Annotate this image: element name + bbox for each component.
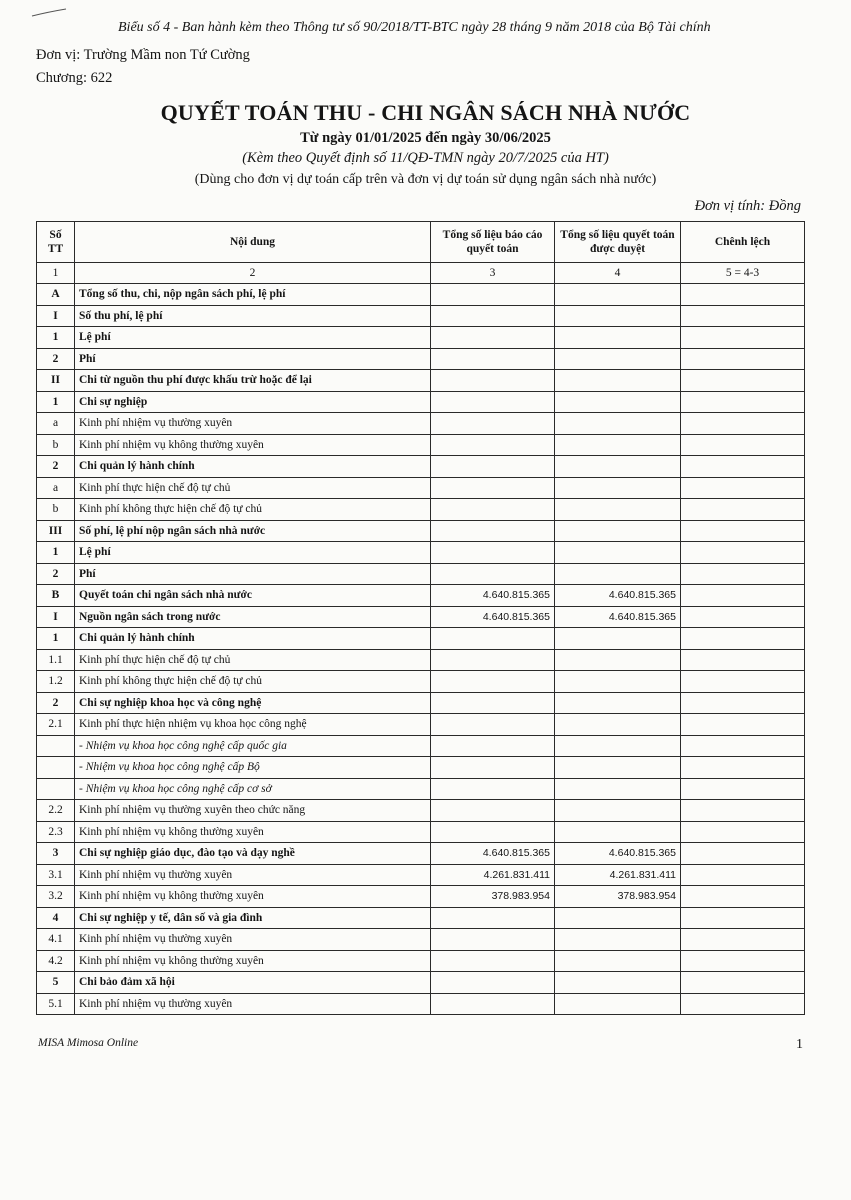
table-row — [37, 499, 805, 521]
table-row — [37, 735, 805, 757]
table-row — [37, 327, 805, 349]
reported-amount-cell: 4.261.831.411 — [431, 864, 555, 886]
row-number-cell: 1 — [37, 327, 75, 349]
reported-amount-cell — [431, 391, 555, 413]
row-number-cell: 1 — [37, 391, 75, 413]
row-content-cell: Chi sự nghiệp khoa học và công nghệ — [75, 692, 431, 714]
table-row — [37, 843, 805, 865]
row-number-cell: 5.1 — [37, 993, 75, 1015]
approved-amount-cell — [555, 993, 681, 1015]
form-reference: Biểu số 4 - Ban hành kèm theo Thông tư số 90/2018/TT-BTC ngày 28 tháng 9 năm 2018 của Bộ Tài chính — [118, 20, 711, 35]
approved-amount-cell — [555, 305, 681, 327]
row-content-cell: Chi sự nghiệp — [75, 391, 431, 413]
row-content-cell: Chi sự nghiệp y tế, dân số và gia đình — [75, 907, 431, 929]
reported-amount-cell — [431, 477, 555, 499]
row-number-cell: a — [37, 413, 75, 435]
table-row — [37, 929, 805, 951]
row-number-cell: I — [37, 606, 75, 628]
column-header-content: Nội dung — [75, 222, 431, 263]
row-number-cell: B — [37, 585, 75, 607]
difference-cell — [681, 843, 805, 865]
approved-amount-cell: 378.983.954 — [555, 886, 681, 908]
report-period: Từ ngày 01/01/2025 đến ngày 30/06/2025 — [300, 130, 551, 146]
difference-cell — [681, 542, 805, 564]
row-number-cell: III — [37, 520, 75, 542]
reported-amount-cell — [431, 305, 555, 327]
difference-cell — [681, 628, 805, 650]
reported-amount-cell — [431, 628, 555, 650]
table-row — [37, 542, 805, 564]
table-row — [37, 821, 805, 843]
table-row — [37, 714, 805, 736]
difference-cell — [681, 391, 805, 413]
row-number-cell: I — [37, 305, 75, 327]
reported-amount-cell — [431, 714, 555, 736]
approved-amount-cell — [555, 757, 681, 779]
difference-cell — [681, 585, 805, 607]
difference-cell — [681, 886, 805, 908]
row-number-cell: 1 — [37, 628, 75, 650]
row-content-cell: - Nhiệm vụ khoa học công nghệ cấp cơ sở — [75, 778, 431, 800]
row-content-cell: Tổng số thu, chi, nộp ngân sách phí, lệ phí — [75, 284, 431, 306]
table-row — [37, 800, 805, 822]
row-number-cell: 2 — [37, 456, 75, 478]
approved-amount-cell — [555, 413, 681, 435]
row-number-cell: 2.2 — [37, 800, 75, 822]
approved-amount-cell — [555, 671, 681, 693]
row-content-cell: Chi từ nguồn thu phí được khấu trừ hoặc để lại — [75, 370, 431, 392]
row-content-cell: Kinh phí nhiệm vụ không thường xuyên — [75, 434, 431, 456]
reported-amount-cell — [431, 499, 555, 521]
pen-stroke-mark — [30, 6, 70, 20]
approved-amount-cell — [555, 907, 681, 929]
row-number-cell — [37, 735, 75, 757]
row-number-cell: A — [37, 284, 75, 306]
column-index-row — [37, 263, 805, 284]
row-content-cell: Kinh phí nhiệm vụ thường xuyên — [75, 413, 431, 435]
reported-amount-cell — [431, 370, 555, 392]
row-number-cell: 2.3 — [37, 821, 75, 843]
approved-amount-cell — [555, 821, 681, 843]
row-content-cell: - Nhiệm vụ khoa học công nghệ cấp quốc gia — [75, 735, 431, 757]
approved-amount-cell — [555, 972, 681, 994]
chapter-code: Chương: 622 — [36, 70, 113, 86]
difference-cell — [681, 434, 805, 456]
approved-amount-cell — [555, 735, 681, 757]
row-content-cell: Kinh phí nhiệm vụ thường xuyên — [75, 929, 431, 951]
reported-amount-cell: 4.640.815.365 — [431, 585, 555, 607]
difference-cell — [681, 778, 805, 800]
table-row — [37, 972, 805, 994]
row-content-cell: Số phí, lệ phí nộp ngân sách nhà nước — [75, 520, 431, 542]
table-row — [37, 348, 805, 370]
reported-amount-cell: 4.640.815.365 — [431, 843, 555, 865]
row-content-cell: Kinh phí nhiệm vụ thường xuyên theo chức năng — [75, 800, 431, 822]
approved-amount-cell: 4.640.815.365 — [555, 843, 681, 865]
row-content-cell: Nguồn ngân sách trong nước — [75, 606, 431, 628]
table-row — [37, 520, 805, 542]
difference-cell — [681, 714, 805, 736]
reported-amount-cell — [431, 348, 555, 370]
scope-note: (Dùng cho đơn vị dự toán cấp trên và đơn vị dự toán sử dụng ngân sách nhà nước) — [194, 172, 657, 187]
difference-cell — [681, 563, 805, 585]
row-number-cell: 4 — [37, 907, 75, 929]
table-row — [37, 628, 805, 650]
table-row — [37, 370, 805, 392]
reported-amount-cell — [431, 800, 555, 822]
table-row — [37, 585, 805, 607]
reported-amount-cell: 4.640.815.365 — [431, 606, 555, 628]
row-number-cell — [37, 778, 75, 800]
approved-amount-cell — [555, 434, 681, 456]
row-content-cell: - Nhiệm vụ khoa học công nghệ cấp Bộ — [75, 757, 431, 779]
row-number-cell: 2 — [37, 692, 75, 714]
reported-amount-cell — [431, 284, 555, 306]
row-content-cell: Kinh phí nhiệm vụ thường xuyên — [75, 993, 431, 1015]
row-number-cell: 2.1 — [37, 714, 75, 736]
row-number-cell: a — [37, 477, 75, 499]
difference-cell — [681, 800, 805, 822]
row-number-cell: 2 — [37, 563, 75, 585]
row-content-cell: Kinh phí thực hiện nhiệm vụ khoa học công nghệ — [75, 714, 431, 736]
reported-amount-cell — [431, 692, 555, 714]
table-header-row — [37, 222, 805, 263]
row-number-cell: II — [37, 370, 75, 392]
row-number-cell — [37, 757, 75, 779]
reported-amount-cell — [431, 327, 555, 349]
difference-cell — [681, 993, 805, 1015]
page-number: 1 — [796, 1037, 803, 1052]
row-content-cell: Phí — [75, 348, 431, 370]
row-content-cell: Số thu phí, lệ phí — [75, 305, 431, 327]
approved-amount-cell — [555, 499, 681, 521]
difference-cell — [681, 950, 805, 972]
reported-amount-cell — [431, 757, 555, 779]
approved-amount-cell — [555, 542, 681, 564]
approved-amount-cell: 4.640.815.365 — [555, 606, 681, 628]
approved-amount-cell — [555, 284, 681, 306]
row-number-cell: 3.1 — [37, 864, 75, 886]
row-number-cell: 4.1 — [37, 929, 75, 951]
row-number-cell: 1.2 — [37, 671, 75, 693]
approved-amount-cell: 4.261.831.411 — [555, 864, 681, 886]
reported-amount-cell — [431, 929, 555, 951]
difference-cell — [681, 520, 805, 542]
difference-cell — [681, 477, 805, 499]
row-number-cell: 1 — [37, 542, 75, 564]
row-content-cell: Quyết toán chi ngân sách nhà nước — [75, 585, 431, 607]
table-row — [37, 284, 805, 306]
difference-cell — [681, 929, 805, 951]
reported-amount-cell — [431, 434, 555, 456]
approved-amount-cell — [555, 950, 681, 972]
row-content-cell: Lệ phí — [75, 542, 431, 564]
table-row — [37, 993, 805, 1015]
approved-amount-cell — [555, 327, 681, 349]
reported-amount-cell — [431, 950, 555, 972]
row-content-cell: Chi quản lý hành chính — [75, 456, 431, 478]
approved-amount-cell — [555, 391, 681, 413]
row-number-cell: 3.2 — [37, 886, 75, 908]
table-row — [37, 778, 805, 800]
table-row — [37, 305, 805, 327]
row-content-cell: Chi bảo đảm xã hội — [75, 972, 431, 994]
approved-amount-cell — [555, 714, 681, 736]
difference-cell — [681, 456, 805, 478]
row-content-cell: Chi sự nghiệp giáo dục, đào tạo và dạy nghề — [75, 843, 431, 865]
reported-amount-cell: 378.983.954 — [431, 886, 555, 908]
column-index: 4 — [555, 263, 681, 284]
difference-cell — [681, 649, 805, 671]
difference-cell — [681, 671, 805, 693]
table-row — [37, 456, 805, 478]
difference-cell — [681, 864, 805, 886]
row-number-cell: 3 — [37, 843, 75, 865]
difference-cell — [681, 972, 805, 994]
row-number-cell: b — [37, 434, 75, 456]
approved-amount-cell — [555, 348, 681, 370]
row-content-cell: Lệ phí — [75, 327, 431, 349]
column-header-approved: Tổng số liệu quyết toán được duyệt — [555, 222, 681, 263]
unit-name: Đơn vị: Trường Mầm non Tứ Cường — [36, 47, 250, 63]
software-name: MISA Mimosa Online — [38, 1037, 139, 1049]
reported-amount-cell — [431, 649, 555, 671]
reported-amount-cell — [431, 671, 555, 693]
page-title: QUYẾT TOÁN THU - CHI NGÂN SÁCH NHÀ NƯỚC — [160, 100, 691, 125]
table-row — [37, 391, 805, 413]
approved-amount-cell — [555, 563, 681, 585]
reported-amount-cell — [431, 413, 555, 435]
row-content-cell: Kinh phí không thực hiện chế độ tự chủ — [75, 499, 431, 521]
row-number-cell: b — [37, 499, 75, 521]
reported-amount-cell — [431, 520, 555, 542]
difference-cell — [681, 284, 805, 306]
row-content-cell: Phí — [75, 563, 431, 585]
reported-amount-cell — [431, 563, 555, 585]
column-header-reported: Tổng số liệu báo cáo quyết toán — [431, 222, 555, 263]
approved-amount-cell — [555, 477, 681, 499]
difference-cell — [681, 907, 805, 929]
difference-cell — [681, 413, 805, 435]
table-row — [37, 757, 805, 779]
column-header-no: Số TT — [37, 222, 75, 263]
difference-cell — [681, 692, 805, 714]
table-row — [37, 649, 805, 671]
difference-cell — [681, 327, 805, 349]
approved-amount-cell — [555, 370, 681, 392]
row-number-cell: 1.1 — [37, 649, 75, 671]
reported-amount-cell — [431, 993, 555, 1015]
table-row — [37, 413, 805, 435]
reported-amount-cell — [431, 907, 555, 929]
difference-cell — [681, 606, 805, 628]
table-row — [37, 907, 805, 929]
row-content-cell: Kinh phí nhiệm vụ không thường xuyên — [75, 821, 431, 843]
difference-cell — [681, 821, 805, 843]
row-content-cell: Chi quản lý hành chính — [75, 628, 431, 650]
approved-amount-cell — [555, 520, 681, 542]
reported-amount-cell — [431, 778, 555, 800]
difference-cell — [681, 499, 805, 521]
reported-amount-cell — [431, 735, 555, 757]
approved-amount-cell — [555, 649, 681, 671]
approved-amount-cell — [555, 800, 681, 822]
row-number-cell: 4.2 — [37, 950, 75, 972]
table-row — [37, 434, 805, 456]
table-row — [37, 671, 805, 693]
table-row — [37, 886, 805, 908]
row-content-cell: Kinh phí không thực hiện chế độ tự chủ — [75, 671, 431, 693]
approved-amount-cell — [555, 692, 681, 714]
approved-amount-cell — [555, 929, 681, 951]
approved-amount-cell: 4.640.815.365 — [555, 585, 681, 607]
table-row — [37, 864, 805, 886]
row-content-cell: Kinh phí nhiệm vụ thường xuyên — [75, 864, 431, 886]
column-index: 1 — [37, 263, 75, 284]
table-row — [37, 950, 805, 972]
row-content-cell: Kinh phí nhiệm vụ không thường xuyên — [75, 950, 431, 972]
reported-amount-cell — [431, 821, 555, 843]
reported-amount-cell — [431, 456, 555, 478]
difference-cell — [681, 305, 805, 327]
row-number-cell: 2 — [37, 348, 75, 370]
column-index: 2 — [75, 263, 431, 284]
table-row — [37, 692, 805, 714]
difference-cell — [681, 735, 805, 757]
row-content-cell: Kinh phí thực hiện chế độ tự chủ — [75, 649, 431, 671]
difference-cell — [681, 348, 805, 370]
table-row — [37, 606, 805, 628]
difference-cell — [681, 757, 805, 779]
row-content-cell: Kinh phí nhiệm vụ không thường xuyên — [75, 886, 431, 908]
reported-amount-cell — [431, 542, 555, 564]
table-row — [37, 477, 805, 499]
column-index: 3 — [431, 263, 555, 284]
currency-unit: Đơn vị tính: Đồng — [694, 198, 801, 214]
difference-cell — [681, 370, 805, 392]
row-number-cell: 5 — [37, 972, 75, 994]
settlement-table — [36, 221, 805, 1015]
approved-amount-cell — [555, 456, 681, 478]
column-header-difference: Chênh lệch — [681, 222, 805, 263]
table-row — [37, 563, 805, 585]
approved-amount-cell — [555, 778, 681, 800]
decision-reference: (Kèm theo Quyết định số 11/QĐ-TMN ngày 20/7/2025 của HT) — [242, 150, 609, 166]
row-content-cell: Kinh phí thực hiện chế độ tự chủ — [75, 477, 431, 499]
approved-amount-cell — [555, 628, 681, 650]
column-index: 5 = 4-3 — [681, 263, 805, 284]
reported-amount-cell — [431, 972, 555, 994]
